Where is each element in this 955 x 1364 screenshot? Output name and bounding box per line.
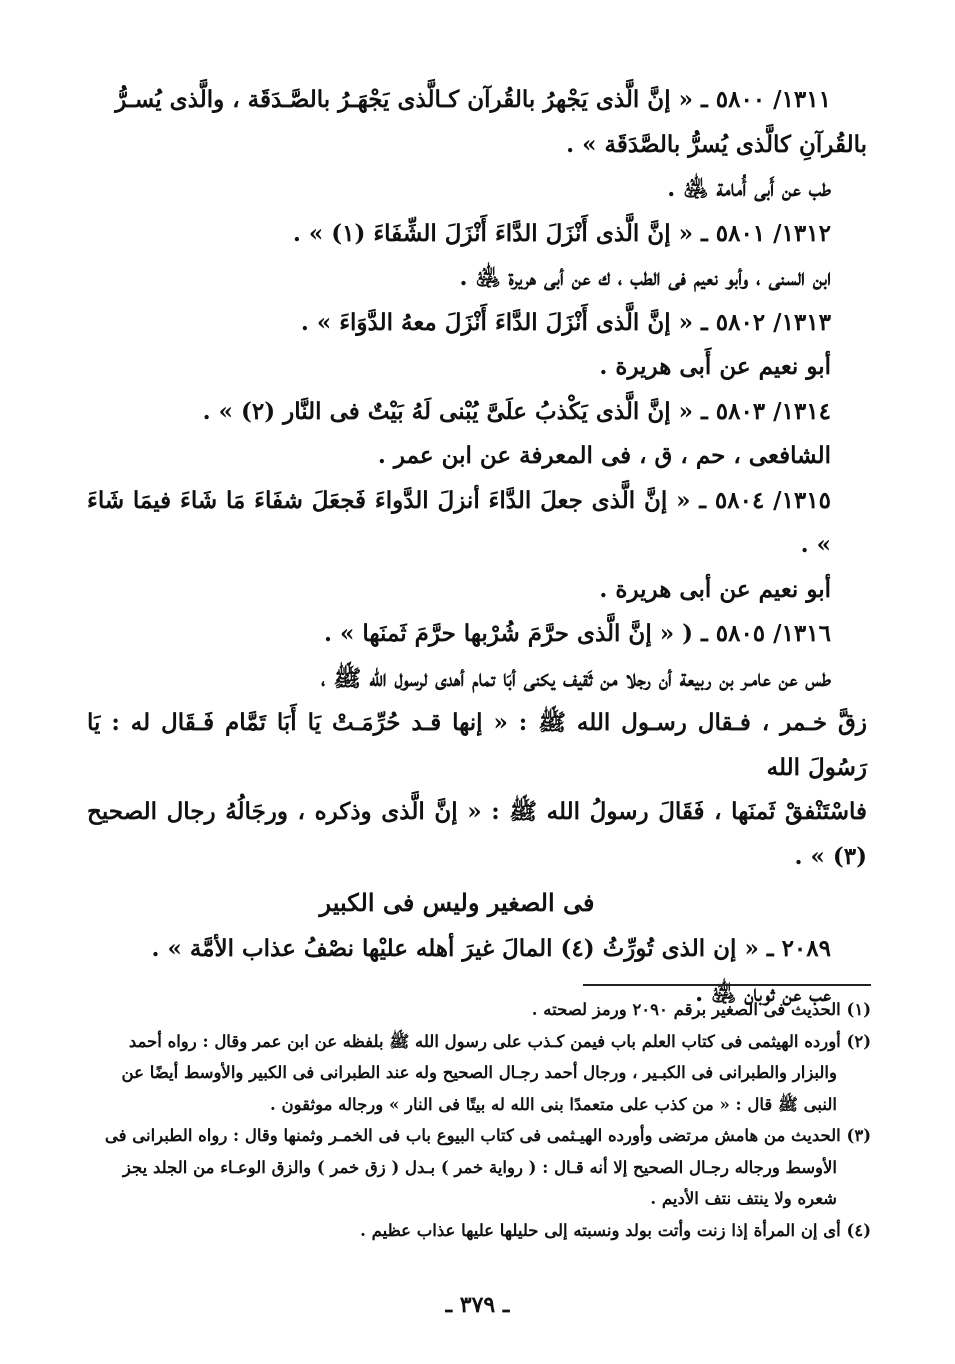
footnote xyxy=(81,1120,871,1215)
text-line: ابن السنى ، وأبو نعيم فى الطب ، ك عن أبى هريرة ﵁ . xyxy=(459,264,831,291)
text-line: ١٣١٢/ ٥٨٠١ ـ « إنَّ الَّذى أَنْزَلَ الدَّاءَ أَنْزَلَ الشِّفَاءَ (١) » . xyxy=(292,219,831,247)
text-line: أبو نعيم عن أبى هريرة . xyxy=(599,575,831,603)
footnote-line: والبزار والطبرانى فى الكبـير ، ورجال أحمد رجـال الصحيح وله عند الطبرانى فى الكبير والأوسط أيضًا عن xyxy=(121,1063,837,1082)
footnote-line: (١) الحديث فى الصغير برقم ٢٠٩٠ ورمز لصحته . xyxy=(531,1000,871,1019)
text-line: ١٣١٦/ ٥٨٠٥ ـ ( « إنَّ الَّذى حرَّمَ شُرْبها حرَّمَ ثَمنَها » . xyxy=(324,620,831,647)
footnote-line: الأوسط ورجاله رجـال الصحيح إلا أنه قـال : ( رواية خمر ) بـدل ( زق خمر ) والزق الوعـاء من الجلد يجز xyxy=(122,1157,837,1177)
text-line: عب عن ثوبان ﵁ . xyxy=(695,979,831,1007)
footnote-line: النبى ﷺ قال : « من كذب على متعمدًا بنى الله له بيتًا فى النار » ورجاله موثقون . xyxy=(270,1094,837,1114)
text-line: ١٣١٥/ ٥٨٠٤ ـ « إنَّ الَّذى جعلَ الدَّاءَ أنزلَ الدَّواءَ فَجعَلَ شفَاءَ مَا شَاءَ فيمَا شَاءَ » . xyxy=(87,486,831,558)
footnote xyxy=(81,1026,871,1121)
text-line: ١٣١٤/ ٥٨٠٣ ـ « إنَّ الَّذى يَكْذبُ علَىَّ يُبْنى لَهُ بَيْتٌ فى النَّار (٢) » . xyxy=(202,397,831,425)
footnote-line: (٣) الحديث من هامش مرتضى وأورده الهيـثمى فى كتاب البيوع باب فى الخمـر وثمنها وقال : رواه الطبرانى فى xyxy=(104,1126,871,1145)
main-text xyxy=(87,78,867,1016)
text-line: بالقُرآنِ كالَّذى يُسرُّ بالصَّدَقَة » . xyxy=(566,130,867,158)
text-line: أبو نعيم عن أَبى هريرة . xyxy=(599,353,831,380)
footnote-separator xyxy=(583,984,871,986)
text-line: ١٣١٣/ ٥٨٠٢ ـ « إنَّ الَّذى أَنْزَلَ الدَّاءَ أَنْزَلَ معهُ الدَّوَاءَ » . xyxy=(300,308,831,336)
hadith-lines xyxy=(87,78,867,879)
footnote-line: (٤) أى إن المرأة إذا زنت وأتت بولد ونسبته إلى حليلها عليها عذاب عظيم . xyxy=(360,1220,871,1240)
text-line: فاسْتَنْفقْ ثَمنَها ، فَقَالَ رسولُ الله ﷺ : « إنَّ الَّذى وذكره ، ورجَالُهُ رجال الصحيح (٣) » . xyxy=(87,798,867,870)
footnote xyxy=(81,1215,871,1247)
footnotes xyxy=(81,994,871,1246)
text-line: ٢٠٨٩ ـ « إن الذى تُورِّثُ (٤) المالَ غيرَ أهله عليْها نصْفُ عذاب الأمَّة » . xyxy=(151,935,831,962)
page-number: ـ ٣٧٩ ـ xyxy=(445,1292,510,1318)
footnote-line: (٢) أورده الهيثمى فى كتاب العلم باب فيمن كـذب على رسول الله ﷺ بلفظه عن ابن عمر وقال : رواه أحمد xyxy=(128,1031,871,1051)
footnote xyxy=(81,994,871,1026)
section-heading: فى الصغير وليس فى الكبير xyxy=(319,888,595,917)
text-line: طب عن أَبى أُمامة ﵁ . xyxy=(667,175,831,202)
text-line: طس عن عامـر بن ربيعة أن رجلا من ثَقيف يكنى أبَا تمام أهدى لرسول الله ﷺ ، xyxy=(321,664,831,692)
footnote-line: شعره ولا ينتف نتف الأديم . xyxy=(650,1189,837,1208)
text-line: زقَّ خـمر ، فـقال رسـول الله ﷺ : « إنها قـد حُرِّمَـتْ يَا أَبَا تَمَّام فَـقَال له : يَا رَسُولَ الله xyxy=(87,709,867,781)
text-line: الشافعى ، حم ، ق ، فى المعرفة عن ابن عمر . xyxy=(377,442,831,469)
text-line: ١٣١١/ ٥٨٠٠ ـ « إنَّ الَّذى يَجْهرُ بالقُرآن كـالَّذى يَجْهَـرُ بالصَّـدَقَة ، والَّذى يُسـرُّ xyxy=(115,86,831,113)
